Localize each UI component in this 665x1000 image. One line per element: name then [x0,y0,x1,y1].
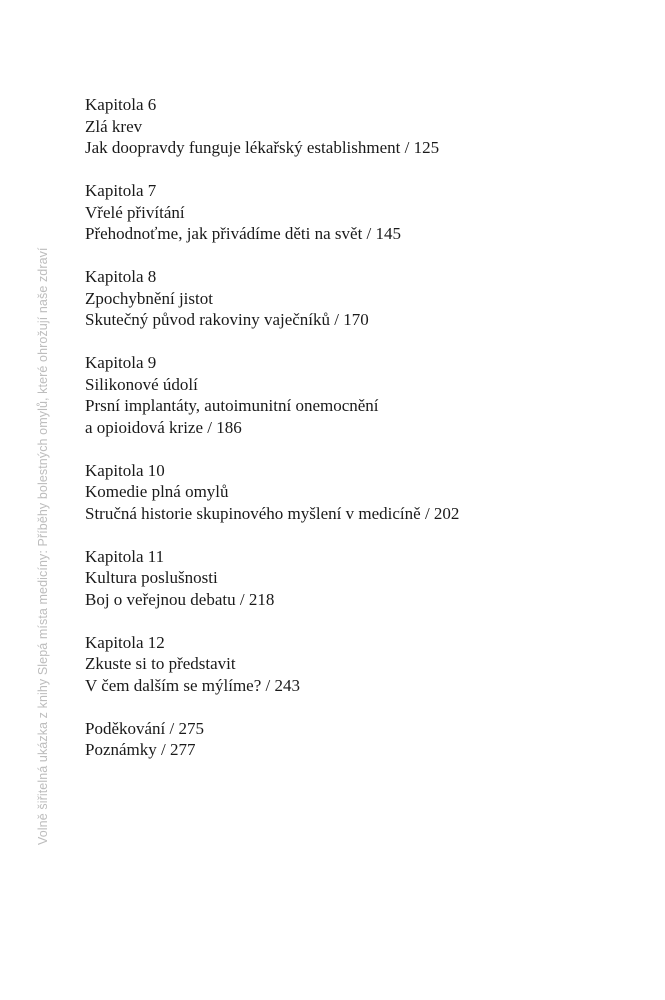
chapter-label: Kapitola 9 [85,353,157,372]
chapter-title: Zpochybnění jistot [85,288,213,308]
chapter-subtitle: V čem dalším se mýlíme? / 243 [85,675,300,695]
chapter-subtitle: Jak doopravdy funguje lékařský establishment / 125 [85,138,440,157]
toc-chapter-12[interactable] [85,632,645,697]
chapter-subtitle: Skutečný původ rakoviny vaječníků / 170 [85,310,369,329]
chapter-label: Kapitola 10 [85,460,165,480]
toc-chapter-11[interactable] [85,546,645,611]
toc-chapter-9[interactable] [85,352,645,438]
chapter-label: Kapitola 8 [85,267,157,286]
chapter-subtitle-continued: a opioidová krize / 186 [85,417,242,437]
toc-chapter-7[interactable] [85,180,645,245]
toc-chapter-6[interactable] [85,94,645,159]
chapter-title: Silikonové údolí [85,374,198,394]
chapter-title: Komedie plná omylů [85,482,229,501]
chapter-label: Kapitola 6 [85,95,157,114]
toc-notes[interactable]: Poznámky / 277 [85,740,196,759]
chapter-title: Zlá krev [85,116,143,136]
toc-back-matter [85,718,645,761]
chapter-title: Zkuste si to představit [85,654,236,673]
chapter-subtitle: Přehodnoťme, jak přivádíme děti na svět / 145 [85,224,402,243]
chapter-subtitle: Boj o veřejnou debatu / 218 [85,589,275,609]
chapter-label: Kapitola 12 [85,632,165,652]
toc-acknowledgements[interactable]: Poděkování / 275 [85,718,204,738]
chapter-subtitle: Stručná historie skupinového myšlení v medicíně / 202 [85,503,460,523]
vertical-watermark-text: Volně šiřitelná ukázka z knihy Slepá místa medicíny: Příběhy bolestných omylů, které ohrožují naše zdraví [36,247,50,845]
table-of-contents [85,94,645,761]
toc-chapter-10[interactable] [85,460,645,525]
chapter-subtitle: Prsní implantáty, autoimunitní onemocnění [85,396,379,415]
toc-chapter-8[interactable] [85,266,645,331]
chapter-label: Kapitola 7 [85,181,157,200]
chapter-label: Kapitola 11 [85,546,165,566]
chapter-title: Kultura poslušnosti [85,568,218,587]
chapter-title: Vřelé přivítání [85,202,185,222]
